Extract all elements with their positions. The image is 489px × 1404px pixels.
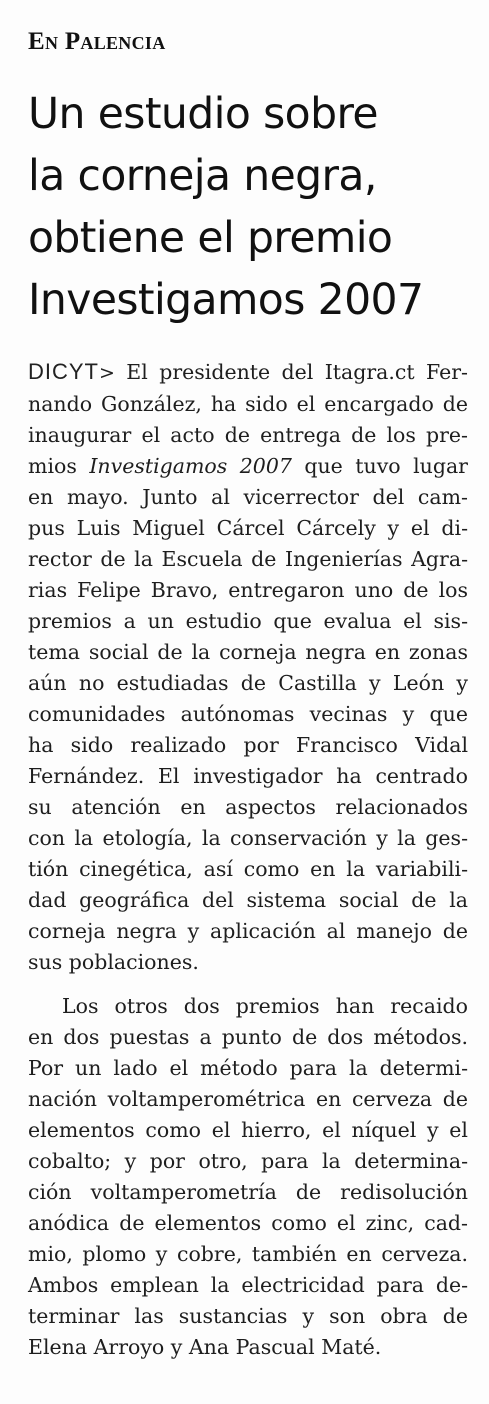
text-line: pus Luis Miguel Cárcel Cárcely y el di- bbox=[28, 516, 468, 540]
text-fragment: que tuvo lugar bbox=[304, 454, 468, 478]
section-label: En Palencia bbox=[28, 28, 166, 55]
text-line: Por un lado el método para la determi- bbox=[28, 1056, 468, 1080]
text-line: tema social de la corneja negra en zonas bbox=[28, 640, 468, 664]
award-name: Investigamos 2007 bbox=[89, 454, 292, 478]
text-line: su atención en aspectos relacionados bbox=[28, 795, 468, 819]
headline-line: obtiene el premio bbox=[28, 214, 393, 263]
text-fragment: El presidente del Itagra.ct Fer- bbox=[126, 360, 468, 384]
text-line: nando González, ha sido el encargado de bbox=[28, 392, 468, 416]
text-line: anódica de elementos como el zinc, cad- bbox=[28, 1211, 468, 1235]
paragraph bbox=[28, 356, 468, 978]
text-line: comunidades autónomas vecinas y que bbox=[28, 702, 468, 726]
text-line: Ambos emplean la electricidad para de- bbox=[28, 1273, 468, 1297]
text-line: Elena Arroyo y Ana Pascual Maté. bbox=[28, 1335, 382, 1359]
text-line: tión cinegética, así como en la variabili- bbox=[28, 857, 468, 881]
paragraph bbox=[28, 991, 468, 1363]
text-line: en dos puestas a punto de dos métodos. bbox=[28, 1025, 468, 1049]
headline-line: la corneja negra, bbox=[28, 152, 377, 201]
headline bbox=[28, 84, 483, 332]
text-line: cobalto; y por otro, para la determina- bbox=[28, 1149, 468, 1173]
text-line bbox=[28, 356, 468, 389]
byline-arrow-icon: > bbox=[99, 362, 115, 384]
headline-line: Un estudio sobre bbox=[28, 90, 378, 139]
text-line: sus poblaciones. bbox=[28, 950, 199, 974]
paragraph-spacer bbox=[28, 978, 468, 991]
text-line: Los otros dos premios han recaido bbox=[62, 994, 468, 1018]
text-line: dad geográfica del sistema social de la bbox=[28, 888, 468, 912]
text-line: corneja negra y aplicación al manejo de bbox=[28, 919, 468, 943]
text-line: con la etología, la conservación y la ges- bbox=[28, 826, 468, 850]
text-line: rector de la Escuela de Ingenierías Agra- bbox=[28, 547, 468, 571]
text-line: aún no estudiadas de Castilla y León y bbox=[28, 671, 468, 695]
text-line: en mayo. Junto al vicerrector del cam- bbox=[28, 485, 468, 509]
article-body bbox=[28, 356, 468, 1363]
agency-byline: DICYT bbox=[28, 359, 99, 384]
text-line: Fernández. El investigador ha centrado bbox=[28, 764, 468, 788]
text-line: elementos como el hierro, el níquel y el bbox=[28, 1118, 468, 1142]
text-line: inaugurar el acto de entrega de los pre- bbox=[28, 423, 468, 447]
text-line: ha sido realizado por Francisco Vidal bbox=[28, 733, 468, 757]
text-line: rias Felipe Bravo, entregaron uno de los bbox=[28, 578, 468, 602]
text-line: ción voltamperometría de redisolución bbox=[28, 1180, 468, 1204]
headline-line: Investigamos 2007 bbox=[28, 276, 424, 325]
text-line: terminar las sustancias y son obra de bbox=[28, 1304, 468, 1328]
text-line: premios a un estudio que evalua el sis- bbox=[28, 609, 468, 633]
text-line bbox=[28, 451, 468, 482]
text-line: nación voltamperométrica en cerveza de bbox=[28, 1087, 468, 1111]
text-fragment: mios bbox=[28, 454, 77, 478]
text-line: mio, plomo y cobre, también en cerveza. bbox=[28, 1242, 468, 1266]
